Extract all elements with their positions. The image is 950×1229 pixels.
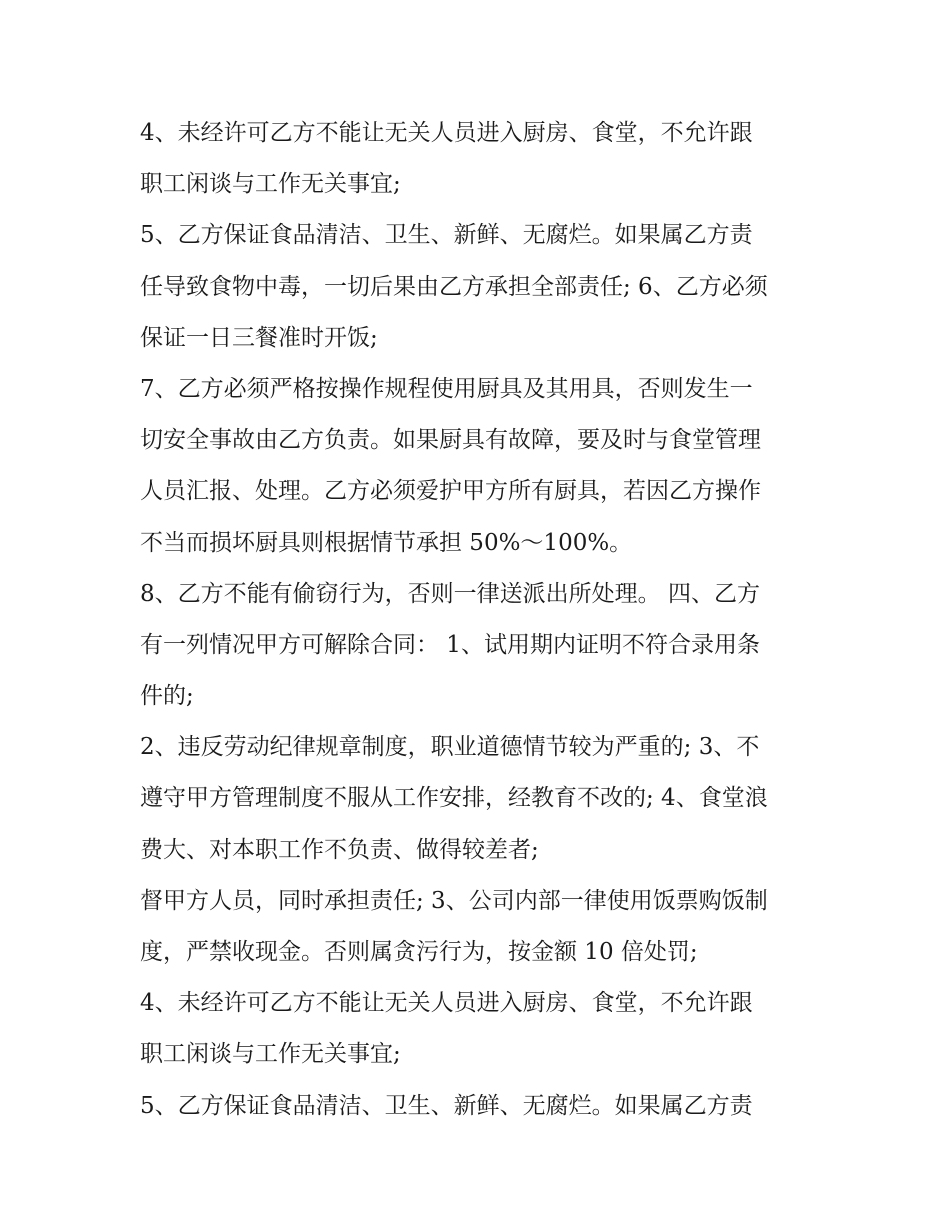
text-line: 职工闲谈与工作无关事宜; <box>140 1041 401 1068</box>
text-line: 人员汇报、处理。乙方必须爱护甲方所有厨具，若因乙方操作 <box>140 478 761 505</box>
text-line: 5、乙方保证食品清洁、卫生、新鲜、无腐烂。如果属乙方责 <box>140 222 753 249</box>
text-line: 5、乙方保证食品清洁、卫生、新鲜、无腐烂。如果属乙方责 <box>140 1092 753 1119</box>
text-line: 职工闲谈与工作无关事宜; <box>140 171 401 198</box>
text-line: 任导致食物中毒，一切后果由乙方承担全部责任; 6、乙方必须 <box>140 273 768 300</box>
text-line: 不当而损坏厨具则根据情节承担 50%～100%。 <box>140 529 633 556</box>
document-body <box>140 108 820 1132</box>
text-line: 督甲方人员，同时承担责任; 3、公司内部一律使用饭票购饭制 <box>140 887 768 914</box>
text-line: 8、乙方不能有偷窃行为，否则一律送派出所处理。 四、乙方 <box>140 580 760 607</box>
text-line: 件的; <box>140 683 194 710</box>
text-line: 7、乙方必须严格按操作规程使用厨具及其用具，否则发生一 <box>140 375 753 402</box>
text-line: 切安全事故由乙方负责。如果厨具有故障，要及时与食堂管理 <box>140 427 761 454</box>
text-line: 遵守甲方管理制度不服从工作安排，经教育不改的; 4、食堂浪 <box>140 785 768 812</box>
text-line: 有一列情况甲方可解除合同： 1、试用期内证明不符合录用条 <box>140 631 760 658</box>
text-line: 4、未经许可乙方不能让无关人员进入厨房、食堂，不允许跟 <box>140 990 753 1017</box>
text-line: 保证一日三餐准时开饭; <box>140 324 378 351</box>
text-line: 4、未经许可乙方不能让无关人员进入厨房、食堂，不允许跟 <box>140 120 753 146</box>
text-line: 度，严禁收现金。否则属贪污行为，按金额 10 倍处罚; <box>140 939 698 965</box>
text-line: 2、违反劳动纪律规章制度，职业道德情节较为严重的; 3、不 <box>140 734 760 761</box>
text-line: 费大、对本职工作不负责、做得较差者; <box>140 836 539 863</box>
